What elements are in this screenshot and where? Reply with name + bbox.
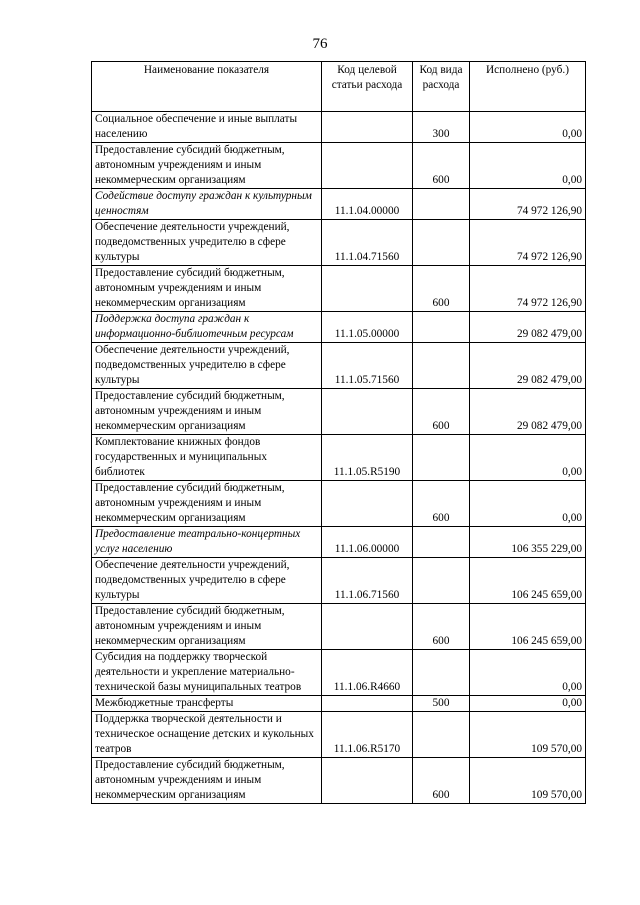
- cell-amount: 29 082 479,00: [470, 343, 586, 389]
- cell-target-code: 11.1.05.00000: [322, 312, 413, 343]
- cell-expense-kind: [413, 435, 470, 481]
- cell-name: Обеспечение деятельности учреждений, подведомственных учредителю в сфере культуры: [92, 220, 322, 266]
- header-code: Код целевой статьи расхода: [322, 62, 413, 112]
- expenditure-table: [91, 61, 586, 804]
- cell-name: Субсидия на поддержку творческой деятельности и укрепление материально-технической базы муниципальных театров: [92, 650, 322, 696]
- cell-amount: 0,00: [470, 650, 586, 696]
- table-row: [92, 758, 586, 804]
- cell-amount: 74 972 126,90: [470, 189, 586, 220]
- cell-expense-kind: 600: [413, 266, 470, 312]
- cell-target-code: [322, 389, 413, 435]
- cell-expense-kind: [413, 527, 470, 558]
- cell-name: Предоставление субсидий бюджетным, автономным учреждениям и иным некоммерческим организациям: [92, 481, 322, 527]
- cell-amount: 29 082 479,00: [470, 389, 586, 435]
- cell-expense-kind: 500: [413, 696, 470, 712]
- table-row: [92, 112, 586, 143]
- cell-target-code: 11.1.05.R5190: [322, 435, 413, 481]
- table-row: [92, 435, 586, 481]
- cell-name: Комплектование книжных фондов государственных и муниципальных библиотек: [92, 435, 322, 481]
- cell-target-code: 11.1.04.71560: [322, 220, 413, 266]
- cell-expense-kind: [413, 343, 470, 389]
- table-row: [92, 558, 586, 604]
- cell-name: Предоставление субсидий бюджетным, автономным учреждениям и иным некоммерческим организациям: [92, 758, 322, 804]
- page-number: 76: [312, 36, 328, 52]
- cell-target-code: [322, 758, 413, 804]
- cell-expense-kind: 600: [413, 758, 470, 804]
- cell-name: Предоставление субсидий бюджетным, автономным учреждениям и иным некоммерческим организациям: [92, 143, 322, 189]
- cell-target-code: [322, 696, 413, 712]
- table-row: [92, 343, 586, 389]
- cell-name: Социальное обеспечение и иные выплаты населению: [92, 112, 322, 143]
- cell-amount: 74 972 126,90: [470, 220, 586, 266]
- cell-name: Обеспечение деятельности учреждений, подведомственных учредителю в сфере культуры: [92, 343, 322, 389]
- cell-expense-kind: [413, 189, 470, 220]
- table-row: [92, 481, 586, 527]
- table-body: [92, 112, 586, 804]
- table-row: [92, 143, 586, 189]
- table-row: [92, 220, 586, 266]
- cell-target-code: [322, 143, 413, 189]
- cell-target-code: [322, 604, 413, 650]
- header-kind: Код вида расхода: [413, 62, 470, 112]
- cell-amount: 0,00: [470, 143, 586, 189]
- cell-expense-kind: [413, 558, 470, 604]
- cell-expense-kind: 300: [413, 112, 470, 143]
- cell-name: Предоставление театрально-концертных услуг населению: [92, 527, 322, 558]
- table-row: [92, 189, 586, 220]
- cell-target-code: 11.1.05.71560: [322, 343, 413, 389]
- cell-amount: 0,00: [470, 112, 586, 143]
- cell-expense-kind: [413, 650, 470, 696]
- table-row: [92, 696, 586, 712]
- cell-amount: 0,00: [470, 696, 586, 712]
- cell-name: Поддержка творческой деятельности и техническое оснащение детских и кукольных театров: [92, 712, 322, 758]
- table-row: [92, 527, 586, 558]
- cell-amount: 109 570,00: [470, 758, 586, 804]
- cell-amount: 106 245 659,00: [470, 558, 586, 604]
- cell-name: Поддержка доступа граждан к информационно-библиотечным ресурсам: [92, 312, 322, 343]
- cell-expense-kind: [413, 312, 470, 343]
- cell-target-code: 11.1.06.R5170: [322, 712, 413, 758]
- cell-expense-kind: 600: [413, 481, 470, 527]
- cell-expense-kind: 600: [413, 143, 470, 189]
- cell-amount: 74 972 126,90: [470, 266, 586, 312]
- cell-name: Межбюджетные трансферты: [92, 696, 322, 712]
- cell-amount: 0,00: [470, 435, 586, 481]
- cell-name: Предоставление субсидий бюджетным, автономным учреждениям и иным некоммерческим организациям: [92, 266, 322, 312]
- cell-amount: 109 570,00: [470, 712, 586, 758]
- cell-name: Содействие доступу граждан к культурным ценностям: [92, 189, 322, 220]
- cell-expense-kind: [413, 712, 470, 758]
- table-row: [92, 712, 586, 758]
- cell-name: Предоставление субсидий бюджетным, автономным учреждениям и иным некоммерческим организациям: [92, 389, 322, 435]
- cell-target-code: [322, 481, 413, 527]
- table-row: [92, 650, 586, 696]
- cell-target-code: 11.1.06.71560: [322, 558, 413, 604]
- table-row: [92, 604, 586, 650]
- cell-amount: 0,00: [470, 481, 586, 527]
- header-name: Наименование показателя: [92, 62, 322, 112]
- header-amount: Исполнено (руб.): [470, 62, 586, 112]
- cell-target-code: [322, 112, 413, 143]
- cell-amount: 106 245 659,00: [470, 604, 586, 650]
- cell-name: Предоставление субсидий бюджетным, автономным учреждениям и иным некоммерческим организациям: [92, 604, 322, 650]
- cell-target-code: 11.1.06.R4660: [322, 650, 413, 696]
- table-row: [92, 389, 586, 435]
- cell-expense-kind: [413, 220, 470, 266]
- cell-name: Обеспечение деятельности учреждений, подведомственных учредителю в сфере культуры: [92, 558, 322, 604]
- table-row: [92, 266, 586, 312]
- cell-target-code: 11.1.06.00000: [322, 527, 413, 558]
- cell-target-code: 11.1.04.00000: [322, 189, 413, 220]
- cell-target-code: [322, 266, 413, 312]
- table-header-row: [92, 62, 586, 112]
- cell-expense-kind: 600: [413, 604, 470, 650]
- cell-expense-kind: 600: [413, 389, 470, 435]
- table-row: [92, 312, 586, 343]
- cell-amount: 106 355 229,00: [470, 527, 586, 558]
- cell-amount: 29 082 479,00: [470, 312, 586, 343]
